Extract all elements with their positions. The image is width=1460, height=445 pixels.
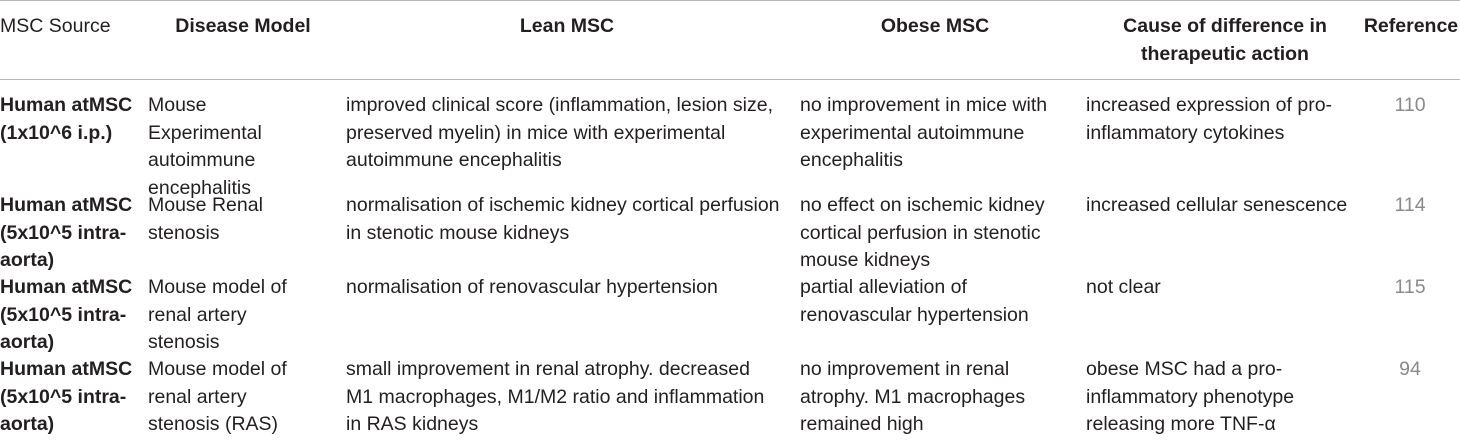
table-row — [0, 190, 1460, 272]
table-header-row — [0, 1, 1460, 80]
row-disease-model: Mouse model of renal artery stenosis (RAS) — [148, 358, 287, 435]
header-obese-msc: Obese MSC — [880, 15, 990, 37]
row-msc-source: Human atMSC (1x10^6 i.p.) — [0, 94, 133, 144]
table-row — [0, 80, 1460, 199]
row-obese-msc: partial alleviation of renovascular hypertension — [800, 276, 1029, 326]
header-cause-of-difference: Cause of difference in therapeutic action — [1123, 15, 1327, 65]
header-lean-msc: Lean MSC — [519, 15, 615, 37]
row-obese-msc: no improvement in renal atrophy. M1 macrophages remained high — [800, 358, 1026, 435]
row-obese-msc: no improvement in mice with experimental autoimmune encephalitis — [800, 94, 1048, 171]
row-cause: increased expression of pro-inflammatory cytokines — [1086, 94, 1333, 144]
table-row — [0, 272, 1460, 354]
row-reference: 115 — [1394, 276, 1426, 298]
row-disease-model: Mouse Experimental autoimmune encephalitis — [148, 94, 262, 199]
row-disease-model: Mouse Renal stenosis — [148, 194, 263, 244]
row-msc-source: Human atMSC (5x10^5 intra-aorta) — [0, 276, 133, 353]
row-cause: not clear — [1086, 276, 1161, 298]
row-lean-msc: small improvement in renal atrophy. decreased M1 macrophages, M1/M2 ratio and inflammation in RAS kidneys — [346, 358, 765, 435]
row-cause: increased cellular senescence — [1086, 194, 1348, 216]
row-lean-msc: normalisation of ischemic kidney cortical perfusion in stenotic mouse kidneys — [346, 194, 780, 244]
row-cause: obese MSC had a pro-inflammatory phenotype releasing more TNF-α — [1086, 358, 1295, 435]
table-row — [0, 354, 1460, 444]
row-obese-msc: no effect on ischemic kidney cortical perfusion in stenotic mouse kidneys — [800, 194, 1045, 271]
row-msc-source: Human atMSC (5x10^5 intra-aorta) — [0, 358, 133, 435]
header-reference: Reference — [1363, 15, 1459, 37]
row-disease-model: Mouse model of renal artery stenosis — [148, 276, 287, 353]
row-reference: 114 — [1394, 194, 1426, 216]
row-lean-msc: normalisation of renovascular hypertension — [346, 276, 718, 298]
row-msc-source: Human atMSC (5x10^5 intra-aorta) — [0, 194, 133, 271]
row-lean-msc: improved clinical score (inflammation, lesion size, preserved myelin) in mice with experimental autoimmune encephalitis — [346, 94, 773, 171]
row-reference: 110 — [1394, 94, 1426, 116]
header-msc-source: MSC Source — [0, 15, 111, 37]
header-disease-model: Disease Model — [175, 15, 311, 37]
row-reference: 94 — [1399, 358, 1421, 380]
